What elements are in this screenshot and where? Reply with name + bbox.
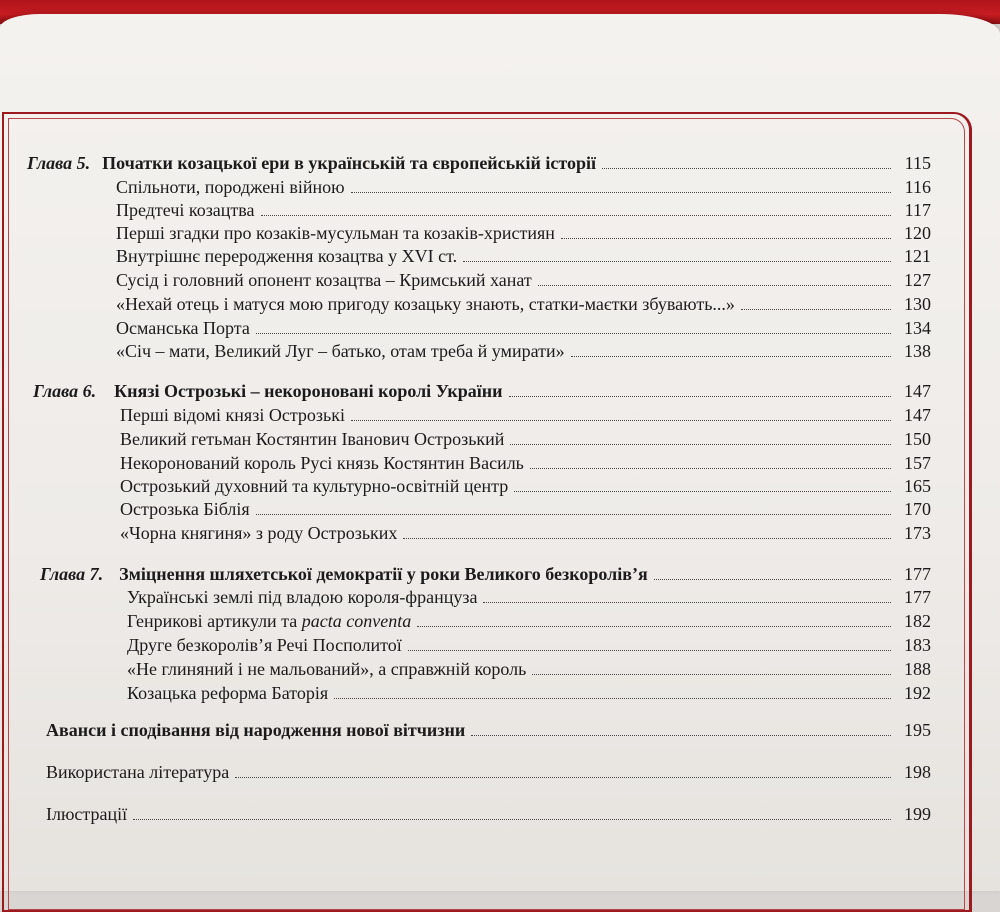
chapter-label: Глава 5. bbox=[27, 153, 91, 173]
toc-entry: Спільноти, породжені війною 116 bbox=[116, 177, 931, 197]
toc-entry: Внутрішнє переродження козацтва у XVI ст. 121 bbox=[116, 246, 931, 266]
toc-entry: Українські землі під владою короля-француза 177 bbox=[127, 587, 931, 607]
page-number: 177 bbox=[904, 564, 931, 584]
toc-entry-illustrations: Ілюстрації 199 bbox=[46, 804, 931, 824]
chapter-title: Зміцнення шляхетської демократії у роки Великого безкоролів’я bbox=[119, 564, 648, 584]
toc-entry: Перші відомі князі Острозькі 147 bbox=[120, 405, 931, 425]
toc-entry: «Не глиняний і не мальований», а справжній король 188 bbox=[127, 659, 931, 679]
toc-entry: Острозький духовний та культурно-освітній центр 165 bbox=[120, 476, 931, 496]
page-number: 147 bbox=[904, 381, 931, 401]
toc-entry-bibliography: Використана література 198 bbox=[46, 762, 931, 782]
toc-entry: Генрикові артикули та pacta conventa 182 bbox=[127, 611, 931, 631]
page-number: 115 bbox=[904, 153, 931, 173]
toc-entry: «Січ – мати, Великий Луг – батько, отам треба й умирати» 138 bbox=[116, 341, 931, 361]
toc-entry-final-section: Аванси і сподівання від народження нової вітчизни 195 bbox=[46, 720, 931, 740]
chapter-label: Глава 6. bbox=[33, 381, 97, 401]
chapter-5-heading bbox=[27, 152, 931, 174]
toc-entry: Предтечі козацтва 117 bbox=[116, 200, 931, 220]
toc-entry: Османська Порта 134 bbox=[116, 318, 931, 338]
toc-entry: «Чорна княгиня» з роду Острозьких 173 bbox=[120, 523, 931, 543]
toc-entry: «Нехай отець і матуся мою пригоду козацьку знають, статки-маєтки збувають...» 130 bbox=[116, 294, 931, 314]
toc-entry: Великий гетьман Костянтин Іванович Острозький 150 bbox=[120, 429, 931, 449]
chapter-title: Князі Острозькі – некороновані королі України bbox=[114, 381, 503, 401]
toc-entry: Некоронований король Русі князь Костянтин Василь 157 bbox=[120, 453, 931, 473]
toc-entry: Сусід і головний опонент козацтва – Кримський ханат 127 bbox=[116, 270, 931, 290]
chapter-7-heading bbox=[40, 563, 931, 585]
toc-entry: Друге безкоролів’я Речі Посполитої 183 bbox=[127, 635, 931, 655]
chapter-label: Глава 7. bbox=[40, 564, 104, 584]
chapter-title: Початки козацької ери в українській та європейській історії bbox=[102, 153, 597, 173]
toc-entry: Козацька реформа Баторія 192 bbox=[127, 683, 931, 703]
toc-entry: Перші згадки про козаків-мусульман та козаків-християн 120 bbox=[116, 223, 931, 243]
chapter-6-heading bbox=[33, 380, 931, 402]
toc-entry: Острозька Біблія 170 bbox=[120, 499, 931, 519]
